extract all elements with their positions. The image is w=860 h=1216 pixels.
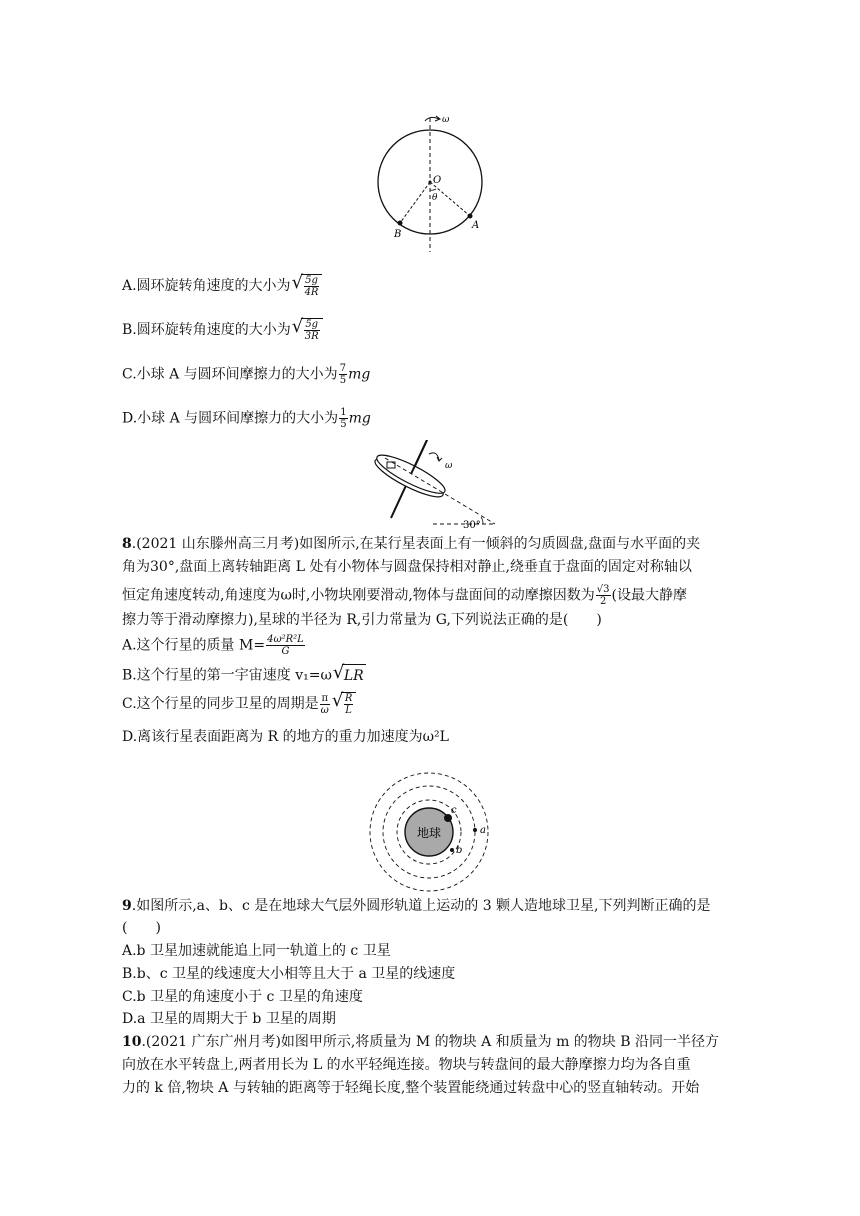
q7-option-d: D.小球 A 与圆环间摩擦力的大小为 $\frac{1}{5}$ mg [122, 407, 371, 430]
q9-option-d: D.a 卫星的周期大于 b 卫星的周期 [122, 1011, 336, 1027]
satellite-orbits-figure [368, 768, 498, 896]
q10-line-2: 向放在水平转盘上,两者用长为 L 的水平轻绳连接。物块与转盘间的最大静摩擦力均为各自重 [122, 1057, 691, 1073]
q10-line-3: 力的 k 倍,物块 A 与转轴的距离等于轻绳长度,整个装置能绕通过转盘中心的竖直轴转动。开始 [122, 1080, 700, 1096]
q7-option-a: A.圆环旋转角速度的大小为 √ $\frac{5g}{4R}$ [122, 274, 322, 298]
q9-option-b: B.b、c 卫星的线速度大小相等且大于 a 卫星的线速度 [122, 966, 456, 982]
ball-a [468, 214, 473, 219]
angle-label: 30° [463, 520, 481, 531]
q8-line-3: 恒定角速度转动,角速度为ω时,小物块刚要滑动,物体与盘面间的动摩擦因数为 $\frac{√3}{2}$ (设最大静摩 [122, 584, 687, 607]
q7-option-c: C.小球 A 与圆环间摩擦力的大小为 $\frac{7}{5}$ mg [122, 363, 371, 386]
ring-figure [370, 110, 490, 255]
center-label: O [433, 175, 442, 186]
q8-option-b: B.这个行星的第一宇宙速度 v₁=ω√ LR [122, 664, 366, 687]
satellite-a [473, 828, 477, 832]
theta-label: θ [432, 193, 438, 203]
q9-option-a: A.b 卫星加速就能追上同一轨道上的 c 卫星 [122, 943, 391, 959]
q9-line-1: 9.如图所示,a、b、c 是在地球大气层外圆形轨道上运动的 3 颗人造地球卫星,下列判断正确的是 [122, 898, 711, 914]
earth-label: 地球 [416, 826, 442, 840]
b-label: b [456, 845, 463, 856]
ball-b [398, 221, 403, 226]
q10-line-1: 10.(2021 广东广州月考)如图甲所示,将质量为 M 的物块 A 和质量为 m 的物块 B 沿同一半径方 [122, 1034, 719, 1050]
c-label: c [451, 805, 457, 816]
q8-line-1: 8.(2021 山东滕州高三月考)如图所示,在某行星表面上有一倾斜的匀质圆盘,盘面与水平面的夹 [122, 536, 701, 552]
q8-option-c: C.这个行星的同步卫星的周期是 $\frac{\pi}{\omega}$ √ $\frac{R}{L}$ [122, 692, 356, 716]
satellite-b [450, 848, 454, 852]
q9-option-c: C.b 卫星的角速度小于 c 卫星的角速度 [122, 989, 363, 1005]
a-label: a [480, 825, 486, 836]
q8-option-a: A.这个行星的质量 M= $\frac{\text{4ω²R²L}}{G}$ [122, 634, 304, 657]
q8-line-4: 擦力等于滑动摩擦力),星球的半径为 R,引力常量为 G,下列说法正确的是( ) [122, 612, 602, 628]
q9-line-2: ( ) [122, 920, 161, 936]
omega-label: ω [445, 461, 453, 471]
q7-option-b: B.圆环旋转角速度的大小为 √ $\frac{5g}{3R}$ [122, 318, 323, 342]
omega-label: ω [442, 115, 450, 125]
a-label: A [472, 220, 480, 231]
tilted-disk-figure [365, 440, 505, 532]
b-label: B [394, 229, 402, 240]
q8-line-2: 角为30°,盘面上离转轴距离 L 处有小物体与圆盘保持相对静止,绕垂直于盘面的固定对称轴以 [122, 559, 692, 575]
q8-option-d: D.离该行星表面距离为 R 的地方的重力加速度为ω²L [122, 729, 449, 745]
